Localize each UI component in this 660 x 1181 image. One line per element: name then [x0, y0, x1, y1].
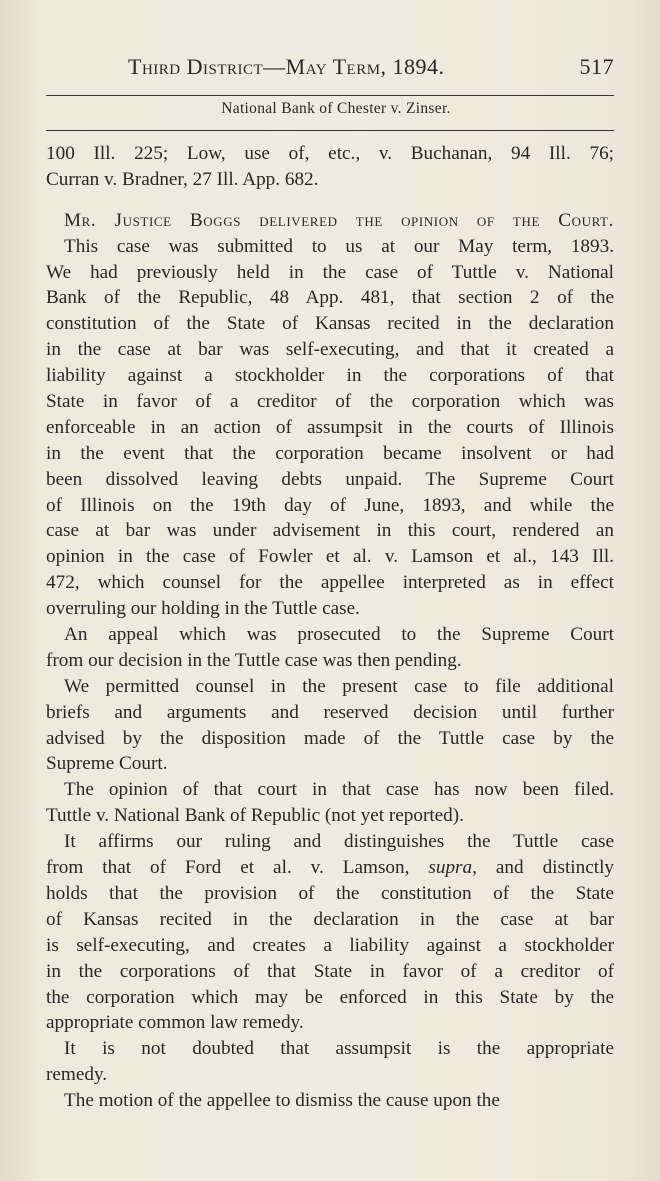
paragraph-line: liability against a stockholder in the corporations of that — [46, 365, 614, 387]
paragraph-line: This case was submitted to us at our May term, 1893. — [64, 235, 614, 257]
paragraph-line: 472, which counsel for the appellee interpreted as in effect — [46, 572, 614, 594]
paragraph-line: from our decision in the Tuttle case was then pending. — [46, 649, 462, 671]
paragraph-line: briefs and arguments and reserved decision until further — [46, 701, 614, 723]
paragraph-line: The motion of the appellee to dismiss the cause upon the — [64, 1090, 500, 1112]
body-text — [46, 141, 614, 1114]
paragraph-line: enforceable in an action of assumpsit in the courts of Illinois — [46, 416, 614, 438]
paragraph-line: is self-executing, and creates a liability against a stockholder — [46, 934, 614, 956]
paragraph-line: State in favor of a creditor of the corporation which was — [46, 391, 614, 413]
opinion-heading: Mr. Justice Boggs delivered the opinion of the Court. — [64, 209, 614, 231]
paragraph-line: holds that the provision of the constitution of the State — [46, 882, 614, 904]
paragraph-line: remedy. — [46, 1064, 108, 1086]
section-gap — [46, 193, 614, 208]
paragraph-line: It affirms our ruling and distinguishes the Tuttle case — [64, 831, 614, 853]
paragraph-line: It is not doubted that assumpsit is the appropriate — [64, 1038, 614, 1060]
italic-supra: supra — [428, 857, 473, 879]
citation-line: 100 Ill. 225; Low, use of, etc., v. Buchanan, 94 Ill. 76; — [46, 143, 614, 164]
paragraph-line: in the corporations of that State in favor of a creditor of — [46, 960, 614, 982]
page-number: 517 — [579, 54, 614, 79]
paragraph-line: The opinion of that court in that case has now been filed. — [64, 779, 614, 801]
paragraph-line: Supreme Court. — [46, 753, 168, 775]
paragraph-line: constitution of the State of Kansas recited in the declaration — [46, 313, 614, 335]
header-rule-bottom — [46, 130, 614, 131]
header-rule-top — [46, 95, 614, 96]
paragraph-line: the corporation which may be enforced in this State by the — [46, 986, 614, 1008]
opinion-paragraphs — [46, 234, 614, 1114]
paragraph-line: in the event that the corporation became insolvent or had — [46, 442, 614, 464]
paragraph-line: of Illinois on the 19th day of June, 1893, and while the — [46, 494, 614, 516]
paragraph-line: advised by the disposition made of the Tuttle case by the — [46, 727, 614, 749]
paragraph-line: from that of Ford et al. v. Lamson, supra, and distinctly — [46, 857, 614, 879]
case-title: National Bank of Chester v. Zinser. — [221, 100, 451, 117]
paragraph-line: overruling our holding in the Tuttle case. — [46, 598, 360, 620]
paragraph-line: case at bar was under advisement in this court, rendered an — [46, 520, 614, 542]
paragraph-line: We had previously held in the case of Tuttle v. National — [46, 261, 614, 283]
paragraph-line: been dissolved leaving debts unpaid. The Supreme Court — [46, 468, 614, 490]
paragraph-line: Bank of the Republic, 48 App. 481, that section 2 of the — [46, 287, 614, 309]
citation-line: Curran v. Bradner, 27 Ill. App. 682. — [46, 168, 319, 190]
paragraph-line: opinion in the case of Fowler et al. v. Lamson et al., 143 Ill. — [46, 546, 614, 568]
paragraph-line: appropriate common law remedy. — [46, 1012, 304, 1034]
paragraph-line: Tuttle v. National Bank of Republic (not yet reported). — [46, 805, 464, 827]
paragraph-line: of Kansas recited in the declaration in the case at bar — [46, 908, 614, 930]
paragraph-line: We permitted counsel in the present case to file additional — [64, 675, 614, 697]
paragraph-line: An appeal which was prosecuted to the Supreme Court — [64, 624, 614, 646]
running-head — [128, 54, 614, 80]
paragraph-line: in the case at bar was self-executing, and that it created a — [46, 339, 614, 361]
running-head-title: Third District—May Term, 1894. — [128, 54, 445, 79]
